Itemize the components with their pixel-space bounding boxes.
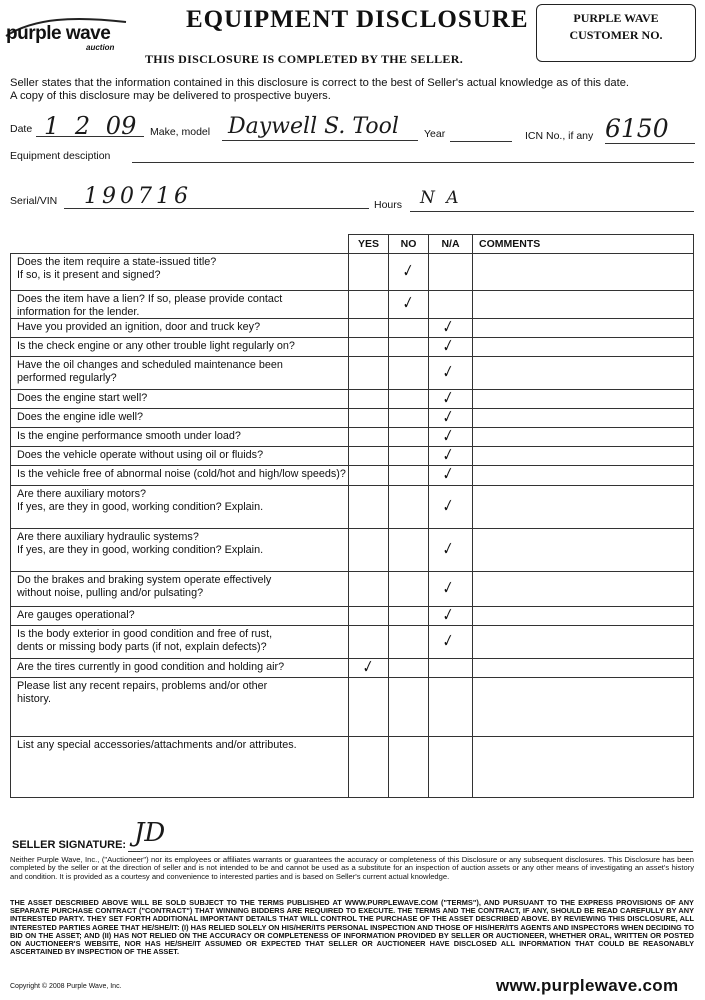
customer-box-line2: CUSTOMER NO.	[569, 28, 663, 42]
table-row	[11, 447, 694, 466]
hours-label: Hours	[374, 199, 403, 211]
table-row	[11, 607, 694, 626]
description-label: Equipment desciption	[10, 150, 111, 162]
date-value[interactable]: 1 2 09	[44, 112, 137, 140]
check-mark-icon: ✓	[438, 387, 457, 409]
terms-paragraph: THE ASSET DESCRIBED ABOVE WILL BE SOLD SUBJECT TO THE TERMS PUBLISHED AT WWW.PURPLEWAVE.COM ("TERMS"), AND PURSUANT TO THE EXPRESS PROVISIONS OF ANY SEPARATE PURCHASE CONTRACT ("CONTRACT") THAT WINNING BIDDERS ARE REQUIRED TO EXECUTE. THE TERMS AND THE CONTRACT, IF ANY, SHOULD BE READ CAREFULLY BY ANY INTERESTED PARTY. THEY SET FORTH ADDITIONAL IMPORTANT DETAILS THAT WILL CONTROL THE PURCHASE OF THE ASSET DESCRIBED ABOVE. BY REVIEWING THIS DISCLOSURE, ALL INTERESTED PARTIES AGREE THAT HE/SHE/IT: (I) HAS RELIED SOLELY ON HIS/HER/ITS PERSONAL INSPECTION AND THOSE OF HIS/HER/ITS AGENTS AND INSPECTORS WHEN DECIDING TO BID ON THE ASSET; AND (II) HAS NOT RELIED ON THE ACCURACY OR COMPLETENESS OF INFORMATION PROVIDED BY SELLER OR AUCTIONEER, WHETHER ORAL, WRITTEN OR POSTED ON AUCTIONEER'S WEBSITE, NOR HAS HE/SHE/IT ASSUMED OR EXPECTED THAT SELLER OR AUCTIONEER HAVE DISCLOSED ALL INFORMATION THAT COULD BE REASONABLY ASCERTAINED BY INSPECTION OF THE ASSET.	[10, 898, 694, 957]
question-text: Are gauges operational?	[17, 609, 135, 621]
question-text: List any special accessories/attachments and/or attributes.	[17, 739, 297, 751]
question-text: Does the vehicle operate without using oil or fluids?	[17, 449, 264, 461]
table-row	[11, 572, 694, 607]
year-label: Year	[424, 128, 446, 140]
table-row	[11, 626, 694, 659]
question-text-cont: without noise, pulling and/or pulsating?	[17, 586, 204, 599]
yes-cell[interactable]	[349, 466, 389, 486]
yes-cell[interactable]	[349, 447, 389, 466]
comments-cell[interactable]	[473, 466, 694, 486]
question-text: Do the brakes and braking system operate effectively	[17, 574, 272, 586]
no-cell[interactable]	[389, 737, 429, 798]
no-cell[interactable]	[389, 466, 429, 486]
comments-cell[interactable]	[473, 409, 694, 428]
na-cell[interactable]	[429, 291, 473, 319]
question-text: Does the engine start well?	[17, 392, 148, 404]
comments-cell[interactable]	[473, 291, 694, 319]
question-text-cont: dents or missing body parts (if not, explain defects)?	[17, 640, 267, 653]
customer-box-line1: PURPLE WAVE	[573, 11, 659, 25]
na-cell[interactable]	[429, 529, 473, 572]
na-cell[interactable]	[429, 572, 473, 607]
copyright: Copyright © 2008 Purple Wave, Inc.	[10, 983, 122, 990]
customer-number-box[interactable]	[536, 4, 696, 62]
question-cell	[11, 659, 349, 678]
description-line	[132, 162, 694, 163]
comments-header: COMMENTS	[473, 235, 694, 254]
question-header	[11, 235, 349, 254]
check-mark-icon: ✓	[438, 630, 457, 652]
check-mark-icon: ✓	[438, 361, 457, 383]
check-mark-icon: ✓	[398, 292, 417, 314]
signature-label: SELLER SIGNATURE:	[12, 839, 127, 851]
yes-cell[interactable]	[349, 737, 389, 798]
question-text-cont: history.	[17, 692, 51, 705]
table-row	[11, 390, 694, 409]
no-cell[interactable]	[389, 357, 429, 390]
yes-cell[interactable]	[349, 319, 389, 338]
question-cell	[11, 529, 349, 572]
table-header-row	[11, 235, 694, 254]
question-cell	[11, 390, 349, 409]
na-cell[interactable]	[429, 444, 473, 466]
yes-cell[interactable]	[349, 409, 389, 428]
na-cell[interactable]	[429, 425, 473, 447]
yes-cell[interactable]	[349, 357, 389, 390]
no-cell[interactable]	[389, 447, 429, 466]
question-cell	[11, 319, 349, 338]
na-cell[interactable]	[429, 357, 473, 390]
table-row	[11, 319, 694, 338]
question-text-cont: If so, is it present and signed?	[17, 268, 161, 281]
na-cell[interactable]	[429, 678, 473, 737]
comments-cell[interactable]	[473, 572, 694, 607]
question-text: Is the check engine or any other trouble light regularly on?	[17, 340, 295, 352]
na-cell[interactable]	[429, 486, 473, 529]
table-row	[11, 338, 694, 357]
hours-line	[410, 211, 694, 212]
signature-line	[128, 851, 693, 852]
question-cell	[11, 466, 349, 486]
na-cell[interactable]	[429, 406, 473, 428]
year-line	[450, 141, 512, 142]
no-cell[interactable]	[389, 291, 429, 319]
check-mark-icon: ✓	[438, 316, 457, 338]
no-cell[interactable]	[389, 428, 429, 447]
na-cell[interactable]	[429, 463, 473, 486]
na-cell[interactable]	[429, 659, 473, 678]
question-text-cont: information for the lender.	[17, 305, 140, 318]
yes-cell[interactable]	[349, 572, 389, 607]
na-cell[interactable]	[429, 254, 473, 291]
question-text-cont: performed regularly?	[17, 371, 117, 384]
logo-subtext: auction	[86, 43, 115, 52]
page-subtitle: THIS DISCLOSURE IS COMPLETED BY THE SELLER.	[145, 52, 463, 66]
check-mark-icon: ✓	[438, 335, 457, 357]
website-url[interactable]: www.purplewave.com	[496, 976, 679, 995]
check-mark-icon: ✓	[398, 260, 417, 282]
question-text-cont: If yes, are they in good, working condition? Explain.	[17, 543, 264, 556]
question-text: Are the tires currently in good condition and holding air?	[17, 661, 285, 673]
disclosure-table	[10, 234, 694, 798]
na-header: N/A	[429, 235, 473, 254]
question-cell	[11, 447, 349, 466]
table-row	[11, 357, 694, 390]
yes-cell[interactable]	[349, 656, 389, 678]
comments-cell[interactable]	[473, 678, 694, 737]
yes-cell[interactable]	[349, 607, 389, 626]
na-cell[interactable]	[429, 335, 473, 357]
comments-cell[interactable]	[473, 338, 694, 357]
na-cell[interactable]	[429, 316, 473, 338]
comments-cell[interactable]	[473, 428, 694, 447]
na-cell[interactable]	[429, 737, 473, 798]
na-cell[interactable]	[429, 604, 473, 626]
page-title: EQUIPMENT DISCLOSURE	[186, 6, 529, 33]
question-text: Have you provided an ignition, door and truck key?	[17, 321, 261, 333]
check-mark-icon: ✓	[438, 406, 457, 428]
question-cell	[11, 626, 349, 659]
question-cell	[11, 291, 349, 319]
make-line	[222, 140, 418, 141]
yes-cell[interactable]	[349, 428, 389, 447]
comments-cell[interactable]	[473, 254, 694, 291]
no-cell[interactable]	[389, 486, 429, 529]
table-row	[11, 678, 694, 737]
signature-value[interactable]: JD	[134, 818, 166, 848]
disclaimer-paragraph: Neither Purple Wave, Inc., ("Auctioneer") nor its employees or affiliates warrants or guarantees the accuracy or completeness of this Disclosure or any subsequent disclosures. This Disclosure has been completed by the seller or at the direction of seller and is not intended to be and cannot be used as a substitute for an inspection of auction assets or any other means of investigating an asset's history and condition. It is provided as a courtesy and convenience to interested parties and is based on Seller's current actual knowledge.	[10, 855, 694, 881]
question-text: Are there auxiliary hydraulic systems?	[17, 531, 199, 543]
check-mark-icon: ✓	[438, 495, 457, 517]
question-text: Have the oil changes and scheduled maintenance been	[17, 359, 283, 371]
make-value[interactable]: Daywell S. Tool	[228, 114, 399, 139]
make-label: Make, model	[150, 126, 211, 138]
comments-cell[interactable]	[473, 626, 694, 659]
table-row	[11, 486, 694, 529]
check-mark-icon: ✓	[438, 444, 457, 466]
yes-cell[interactable]	[349, 486, 389, 529]
table-row	[11, 659, 694, 678]
table-row	[11, 254, 694, 291]
question-cell	[11, 254, 349, 291]
no-cell[interactable]	[389, 607, 429, 626]
serial-value[interactable]: 190716	[84, 184, 192, 209]
icn-label: ICN No., if any	[525, 130, 594, 142]
yes-cell[interactable]	[349, 390, 389, 409]
table-row	[11, 291, 694, 319]
check-mark-icon: ✓	[438, 577, 457, 599]
question-text: Are there auxiliary motors?	[17, 488, 147, 500]
comments-cell[interactable]	[473, 529, 694, 572]
logo	[4, 16, 126, 56]
intro-line-1: Seller states that the information contained in this disclosure is correct to the best of Seller's actual knowledge as of this date.	[10, 77, 630, 89]
yes-header: YES	[349, 235, 389, 254]
hours-value[interactable]: N A	[420, 188, 459, 208]
question-cell	[11, 678, 349, 737]
question-text: Is the body exterior in good condition and free of rust,	[17, 628, 273, 640]
no-cell[interactable]	[389, 626, 429, 659]
comments-cell[interactable]	[473, 486, 694, 529]
check-mark-icon: ✓	[438, 463, 457, 485]
comments-cell[interactable]	[473, 737, 694, 798]
icn-value[interactable]: 6150	[605, 114, 669, 143]
question-text: Is the vehicle free of abnormal noise (cold/hot and high/low speeds)?	[17, 468, 346, 480]
table-row	[11, 428, 694, 447]
no-cell[interactable]	[389, 390, 429, 409]
check-mark-icon: ✓	[438, 604, 457, 626]
question-cell	[11, 338, 349, 357]
comments-cell[interactable]	[473, 659, 694, 678]
yes-cell[interactable]	[349, 338, 389, 357]
yes-cell[interactable]	[349, 626, 389, 659]
question-text: Is the engine performance smooth under load?	[17, 430, 241, 442]
question-cell	[11, 572, 349, 607]
comments-cell[interactable]	[473, 607, 694, 626]
comments-cell[interactable]	[473, 447, 694, 466]
table-row	[11, 409, 694, 428]
no-cell[interactable]	[389, 254, 429, 291]
no-cell[interactable]	[389, 319, 429, 338]
question-text-cont: If yes, are they in good, working condition? Explain.	[17, 500, 264, 513]
question-cell	[11, 607, 349, 626]
check-mark-icon: ✓	[438, 538, 457, 560]
question-text: Please list any recent repairs, problems and/or other	[17, 680, 268, 692]
no-cell[interactable]	[389, 659, 429, 678]
question-text: Does the item require a state-issued title?	[17, 256, 217, 268]
question-text: Does the engine idle well?	[17, 411, 144, 423]
yes-cell[interactable]	[349, 254, 389, 291]
table-row	[11, 529, 694, 572]
serial-label: Serial/VIN	[10, 195, 58, 207]
question-text: Does the item have a lien? If so, please provide contact	[17, 293, 283, 305]
table-row	[11, 466, 694, 486]
icn-line	[605, 143, 695, 144]
na-cell[interactable]	[429, 626, 473, 659]
table-row	[11, 737, 694, 798]
check-mark-icon: ✓	[358, 656, 377, 678]
no-cell[interactable]	[389, 678, 429, 737]
no-cell[interactable]	[389, 529, 429, 572]
question-cell	[11, 409, 349, 428]
date-label: Date	[10, 123, 33, 135]
table-body	[11, 254, 694, 798]
no-cell[interactable]	[389, 338, 429, 357]
comments-cell[interactable]	[473, 357, 694, 390]
logo-text: purple wave	[6, 23, 111, 44]
yes-cell[interactable]	[349, 529, 389, 572]
question-cell	[11, 737, 349, 798]
no-cell[interactable]	[389, 409, 429, 428]
na-cell[interactable]	[429, 387, 473, 409]
yes-cell[interactable]	[349, 678, 389, 737]
check-mark-icon: ✓	[438, 425, 457, 447]
intro-text	[10, 77, 700, 103]
no-header: NO	[389, 235, 429, 254]
no-cell[interactable]	[389, 572, 429, 607]
question-cell	[11, 486, 349, 529]
intro-line-2: A copy of this disclosure may be delivered to prospective buyers.	[10, 90, 331, 102]
question-cell	[11, 428, 349, 447]
comments-cell[interactable]	[473, 319, 694, 338]
yes-cell[interactable]	[349, 291, 389, 319]
comments-cell[interactable]	[473, 390, 694, 409]
question-cell	[11, 357, 349, 390]
